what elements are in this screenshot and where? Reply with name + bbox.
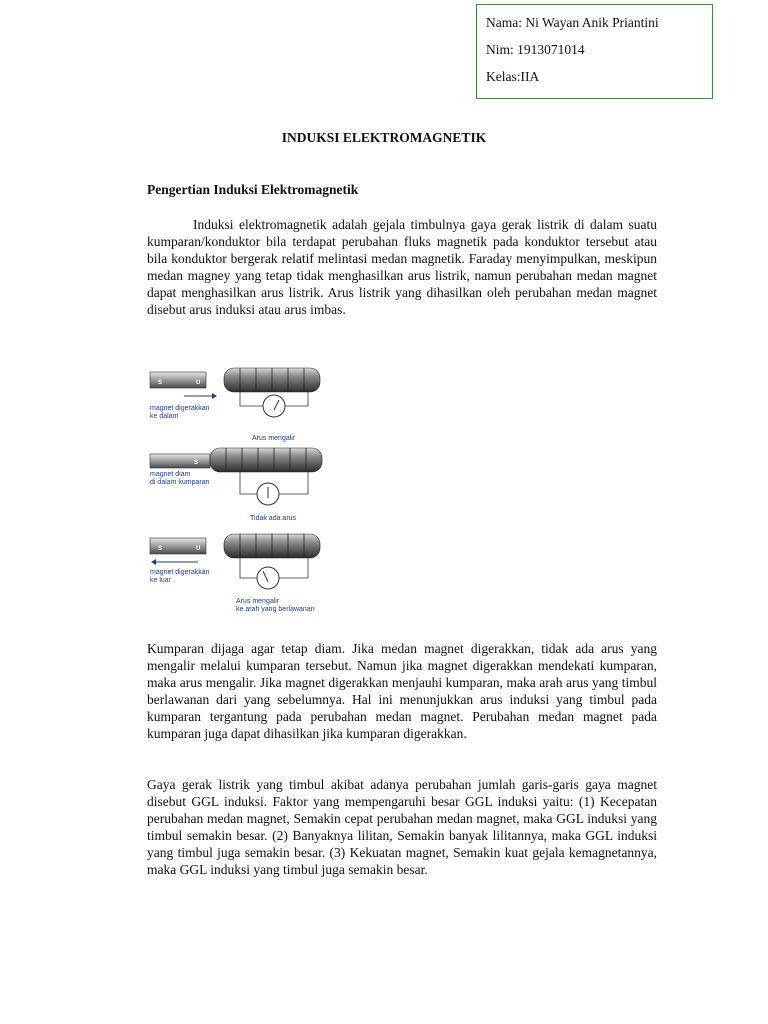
arrow-head-icon <box>212 393 217 399</box>
panel-3-caption-2: ke arah yang berlawanan <box>236 606 315 613</box>
panel-1-label-2: ke dalam <box>150 413 179 420</box>
panel-magnet-static <box>150 448 322 522</box>
student-info-box <box>476 4 713 99</box>
student-nim: Nim: 1913071014 <box>486 42 585 57</box>
student-name: Nama: Ni Wayan Anik Priantini <box>486 15 659 30</box>
panel-1-label-1: magnet digerakkan <box>150 405 210 412</box>
panel-3-caption-1: Arus mengalir <box>236 598 280 605</box>
panel-2-caption: Tidak ada arus <box>250 515 297 522</box>
pole-u-label: U <box>196 546 201 552</box>
galvanometer-icon <box>263 395 285 417</box>
paragraph-experiment: Kumparan dijaga agar tetap diam. Jika medan magnet digerakkan, tidak ada arus yang mengalir melalui kumparan tersebut. Namun jika magnet digerakkan mendekati kumparan, maka arus mengalir. Jika magnet digerakkan menjauhi kumparan, maka arah arus yang timbul berlawanan dari yang sebelumnya. Hal ini menunjukkan arus induksi yang timbul pada kumparan tergantung pada perubahan medan magnet. Perubahan medan magnet pada kumparan juga dapat dihasilkan jika kumparan digerakkan. <box>147 641 657 741</box>
paragraph-intro: Induksi elektromagnetik adalah gejala timbulnya gaya gerak listrik di dalam suatu kumparan/konduktor bila terdapat perubahan fluks magnetik pada konduktor tersebut atau bila konduktor bergerak relatif melintasi medan magnetik. Faraday menyimpulkan, meskipun medan magney yang tetap tidak menghasilkan arus listrik, namun perubahan medan magnet dapat menghasilkan arus listrik. Arus listrik yang dihasilkan oleh perubahan medan magnet disebut arus induksi atau arus imbas. <box>147 217 657 317</box>
section-heading: Pengertian Induksi Elektromagnetik <box>147 182 359 197</box>
panel-magnet-in <box>150 368 320 442</box>
coil <box>210 448 322 472</box>
panel-3-label-1: magnet digerakkan <box>150 569 210 576</box>
pole-s-label: S <box>194 460 199 466</box>
panel-2-label-2: di dalam kumparan <box>150 479 210 486</box>
pole-s-label: S <box>158 546 163 552</box>
pole-s-label: S <box>158 380 163 386</box>
induction-diagram <box>140 360 340 620</box>
bar-magnet <box>150 454 210 468</box>
galvanometer-icon <box>257 567 279 589</box>
pole-u-label: U <box>196 380 201 386</box>
panel-magnet-out <box>150 534 320 613</box>
panel-3-label-2: ke luar <box>150 577 172 584</box>
induction-figure <box>140 360 340 620</box>
paragraph-ggl-factors: Gaya gerak listrik yang timbul akibat adanya perubahan jumlah garis-garis gaya magnet disebut GGL induksi. Faktor yang mempengaruhi besar GGL induksi yaitu: (1) Kecepatan perubahan medan magnet, Semakin cepat perubahan medan magnet, maka GGL induksi yang timbul semakin besar. (2) Banyaknya lilitan, Semakin banyak lilitannya, maka GGL induksi yang timbul juga semakin besar. (3) Kekuatan magnet, Semakin kuat gejala kemagnetannya, maka GGL induksi yang timbul juga semakin besar. <box>147 777 657 877</box>
page-title: INDUKSI ELEKTROMAGNETIK <box>281 130 487 145</box>
panel-2-label-1: magnet diam <box>150 471 191 478</box>
panel-1-caption: Arus mengalir <box>252 435 296 442</box>
student-class: Kelas:IIA <box>486 69 540 84</box>
arrow-head-icon <box>151 559 156 565</box>
